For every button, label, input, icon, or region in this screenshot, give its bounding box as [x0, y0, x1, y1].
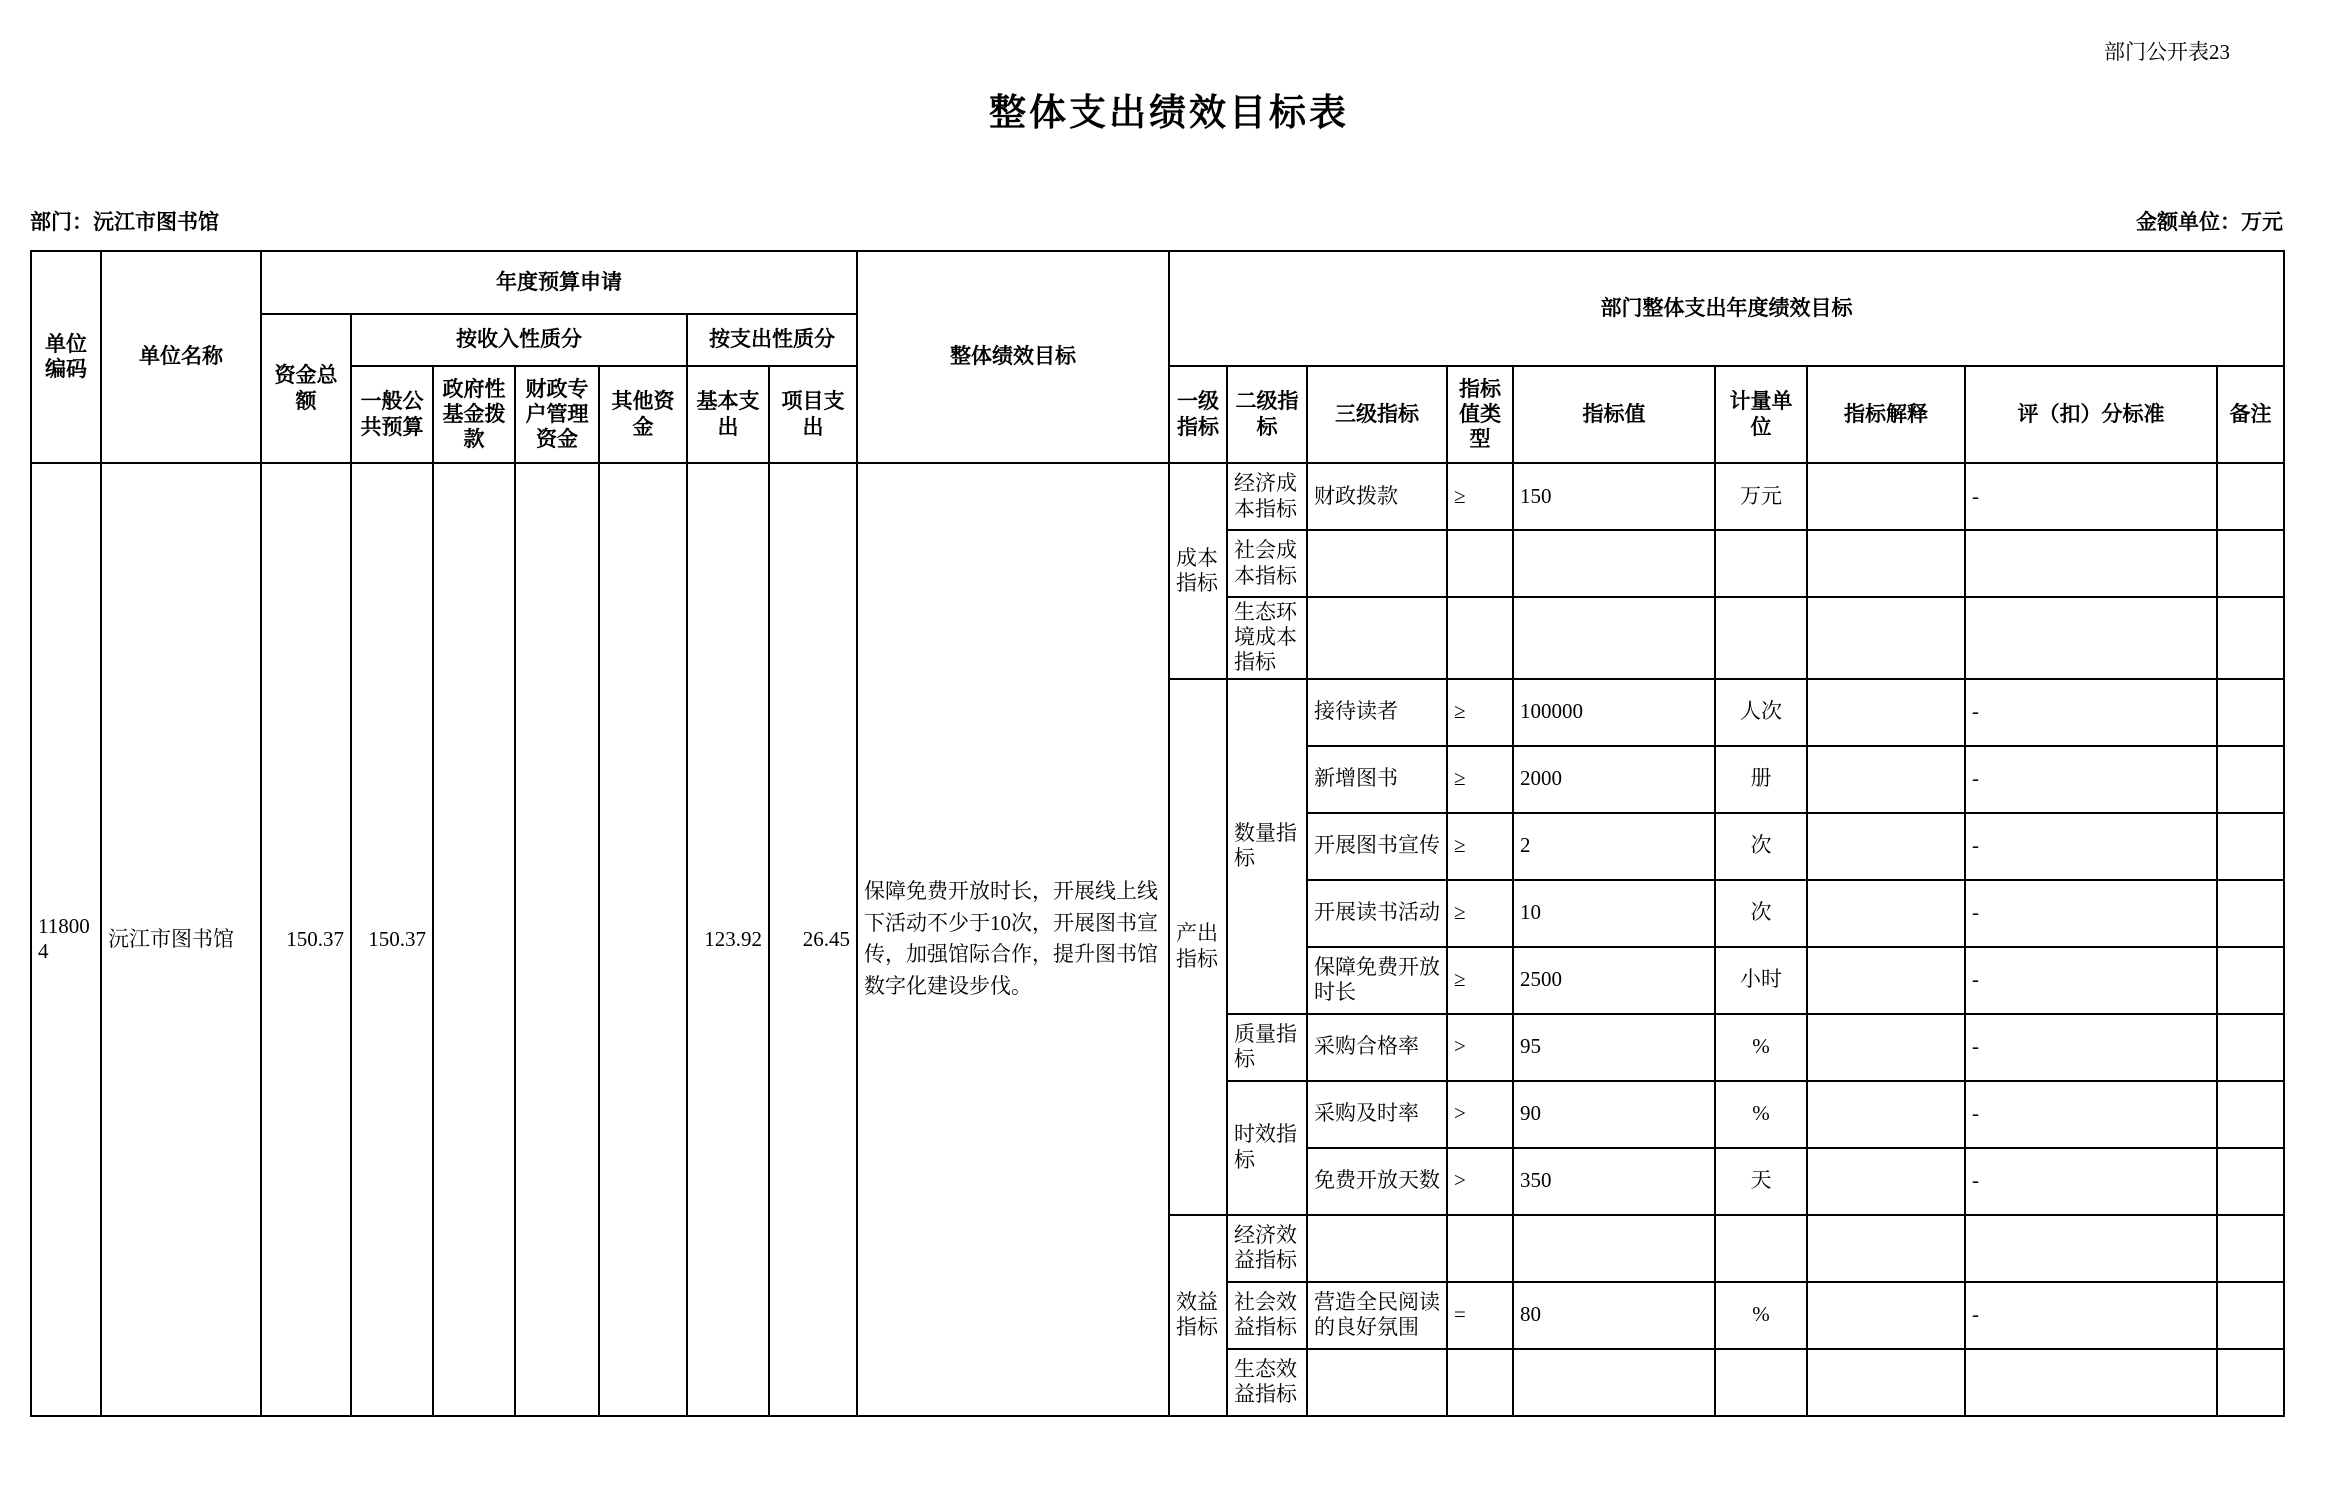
cell-explanation — [1807, 1081, 1965, 1148]
meta-row — [30, 206, 2283, 236]
cell-level2: 生态环境成本指标 — [1227, 597, 1307, 679]
cell-value-type: ≥ — [1447, 880, 1513, 947]
cell-explanation — [1807, 1282, 1965, 1349]
cell-gov-fund-allocation — [433, 463, 515, 1416]
header-annual-budget: 年度预算申请 — [261, 251, 857, 314]
department-label: 部门：沅江市图书馆 — [30, 210, 219, 234]
cell-level3: 采购及时率 — [1307, 1081, 1447, 1148]
cell-value-type: > — [1447, 1081, 1513, 1148]
page-title: 整体支出绩效目标表 — [989, 93, 1349, 134]
cell-unit — [1715, 597, 1807, 679]
cell-level3 — [1307, 530, 1447, 597]
cell-explanation — [1807, 530, 1965, 597]
cell-scoring — [1965, 530, 2217, 597]
cell-explanation — [1807, 463, 1965, 530]
cell-value-type: = — [1447, 1282, 1513, 1349]
cell-overall-target: 保障免费开放时长，开展线上线下活动不少于10次，开展图书宣传，加强馆际合作，提升图书馆数字化建设步伐。 — [857, 463, 1169, 1416]
cell-scoring: - — [1965, 679, 2217, 746]
corner-label: 部门公开表23 — [2104, 40, 2230, 64]
header-basic-expenditure: 基本支出 — [687, 366, 769, 463]
cell-explanation — [1807, 1148, 1965, 1215]
header-level2: 二级指标 — [1227, 366, 1307, 463]
cell-value — [1513, 597, 1715, 679]
cell-remark — [2217, 463, 2284, 530]
cell-value-type: ≥ — [1447, 813, 1513, 880]
header-value-type: 指标值类型 — [1447, 366, 1513, 463]
cell-level2: 时效指标 — [1227, 1081, 1307, 1215]
cell-remark — [2217, 679, 2284, 746]
cell-explanation — [1807, 813, 1965, 880]
cell-fiscal-account-funds — [515, 463, 599, 1416]
header-explanation: 指标解释 — [1807, 366, 1965, 463]
cell-unit-code: 118004 — [31, 463, 101, 1416]
cell-value — [1513, 1349, 1715, 1416]
cell-explanation — [1807, 746, 1965, 813]
group-benefit-indicators: 效益指标 — [1169, 1215, 1227, 1416]
cell-scoring: - — [1965, 1148, 2217, 1215]
cell-scoring: - — [1965, 1282, 2217, 1349]
cell-value: 80 — [1513, 1282, 1715, 1349]
cell-unit-name: 沅江市图书馆 — [101, 463, 261, 1416]
cell-value: 150 — [1513, 463, 1715, 530]
cell-level3: 营造全民阅读的良好氛围 — [1307, 1282, 1447, 1349]
cell-level3: 保障免费开放时长 — [1307, 947, 1447, 1014]
cell-scoring: - — [1965, 463, 2217, 530]
cell-value-type — [1447, 1349, 1513, 1416]
cell-unit — [1715, 1349, 1807, 1416]
cell-remark — [2217, 1282, 2284, 1349]
cell-remark — [2217, 813, 2284, 880]
cell-scoring: - — [1965, 1081, 2217, 1148]
cell-scoring — [1965, 1349, 2217, 1416]
cell-value-type: ≥ — [1447, 679, 1513, 746]
header-level1: 一级指标 — [1169, 366, 1227, 463]
cell-level2: 数量指标 — [1227, 679, 1307, 1014]
cell-unit: 次 — [1715, 813, 1807, 880]
cell-explanation — [1807, 597, 1965, 679]
cell-level3: 新增图书 — [1307, 746, 1447, 813]
cell-level3: 接待读者 — [1307, 679, 1447, 746]
cell-value-type — [1447, 597, 1513, 679]
cell-unit — [1715, 1215, 1807, 1282]
cell-scoring: - — [1965, 947, 2217, 1014]
cell-explanation — [1807, 880, 1965, 947]
cell-scoring: - — [1965, 1014, 2217, 1081]
cell-value-type: ≥ — [1447, 463, 1513, 530]
group-cost-indicators: 成本指标 — [1169, 463, 1227, 679]
cell-value — [1513, 530, 1715, 597]
cell-scoring — [1965, 1215, 2217, 1282]
header-fiscal-account-funds: 财政专户管理资金 — [515, 366, 599, 463]
cell-level3 — [1307, 1215, 1447, 1282]
cell-value: 350 — [1513, 1148, 1715, 1215]
header-unit: 计量单位 — [1715, 366, 1807, 463]
cell-value: 90 — [1513, 1081, 1715, 1148]
cell-scoring: - — [1965, 880, 2217, 947]
cell-value — [1513, 1215, 1715, 1282]
cell-value: 2500 — [1513, 947, 1715, 1014]
cell-unit: 万元 — [1715, 463, 1807, 530]
cell-level2: 社会效益指标 — [1227, 1282, 1307, 1349]
cell-value-type: > — [1447, 1014, 1513, 1081]
cell-remark — [2217, 1215, 2284, 1282]
cell-level3 — [1307, 597, 1447, 679]
header-by-income: 按收入性质分 — [351, 314, 687, 366]
header-unit-name: 单位名称 — [101, 251, 261, 463]
cell-unit: % — [1715, 1282, 1807, 1349]
cell-level3: 财政拨款 — [1307, 463, 1447, 530]
header-other-funds: 其他资金 — [599, 366, 687, 463]
cell-unit — [1715, 530, 1807, 597]
cell-explanation — [1807, 1349, 1965, 1416]
group-output-indicators: 产出指标 — [1169, 679, 1227, 1215]
cell-unit: % — [1715, 1014, 1807, 1081]
cell-total-funds: 150.37 — [261, 463, 351, 1416]
cell-value-type: ≥ — [1447, 947, 1513, 1014]
cell-level2: 社会成本指标 — [1227, 530, 1307, 597]
cell-scoring: - — [1965, 813, 2217, 880]
header-scoring: 评（扣）分标准 — [1965, 366, 2217, 463]
cell-remark — [2217, 1014, 2284, 1081]
cell-explanation — [1807, 947, 1965, 1014]
header-value: 指标值 — [1513, 366, 1715, 463]
cell-unit: 小时 — [1715, 947, 1807, 1014]
header-dept-annual-target: 部门整体支出年度绩效目标 — [1169, 251, 2284, 366]
cell-value: 10 — [1513, 880, 1715, 947]
cell-value: 2 — [1513, 813, 1715, 880]
cell-unit: 人次 — [1715, 679, 1807, 746]
header-overall-target: 整体绩效目标 — [857, 251, 1169, 463]
cell-remark — [2217, 746, 2284, 813]
indicator-row — [31, 463, 2284, 530]
cell-level3 — [1307, 1349, 1447, 1416]
header-gov-fund-allocation: 政府性基金拨款 — [433, 366, 515, 463]
cell-level3: 开展图书宣传 — [1307, 813, 1447, 880]
cell-unit: 册 — [1715, 746, 1807, 813]
cell-remark — [2217, 530, 2284, 597]
cell-remark — [2217, 1081, 2284, 1148]
cell-value-type: > — [1447, 1148, 1513, 1215]
cell-remark — [2217, 597, 2284, 679]
cell-scoring — [1965, 597, 2217, 679]
cell-value-type — [1447, 1215, 1513, 1282]
cell-value: 100000 — [1513, 679, 1715, 746]
cell-level3: 采购合格率 — [1307, 1014, 1447, 1081]
header-by-expenditure: 按支出性质分 — [687, 314, 857, 366]
cell-level2: 经济成本指标 — [1227, 463, 1307, 530]
header-total-funds: 资金总额 — [261, 314, 351, 463]
header-level3: 三级指标 — [1307, 366, 1447, 463]
cell-level2: 经济效益指标 — [1227, 1215, 1307, 1282]
cell-remark — [2217, 947, 2284, 1014]
cell-remark — [2217, 1349, 2284, 1416]
cell-level2: 质量指标 — [1227, 1014, 1307, 1081]
cell-unit: % — [1715, 1081, 1807, 1148]
performance-target-table — [30, 250, 2285, 1417]
amount-unit-label: 金额单位：万元 — [2136, 210, 2283, 234]
cell-explanation — [1807, 679, 1965, 746]
cell-value-type: ≥ — [1447, 746, 1513, 813]
cell-remark — [2217, 1148, 2284, 1215]
header-unit-code: 单位编码 — [31, 251, 101, 463]
cell-basic-expenditure: 123.92 — [687, 463, 769, 1416]
cell-level2: 生态效益指标 — [1227, 1349, 1307, 1416]
cell-project-expenditure: 26.45 — [769, 463, 857, 1416]
header-project-expenditure: 项目支出 — [769, 366, 857, 463]
cell-value: 2000 — [1513, 746, 1715, 813]
cell-explanation — [1807, 1014, 1965, 1081]
cell-scoring: - — [1965, 746, 2217, 813]
cell-unit: 次 — [1715, 880, 1807, 947]
header-row-1 — [31, 251, 2284, 314]
cell-other-funds — [599, 463, 687, 1416]
cell-value-type — [1447, 530, 1513, 597]
cell-explanation — [1807, 1215, 1965, 1282]
header-remark: 备注 — [2217, 366, 2284, 463]
cell-general-public-budget: 150.37 — [351, 463, 433, 1416]
cell-level3: 开展读书活动 — [1307, 880, 1447, 947]
cell-value: 95 — [1513, 1014, 1715, 1081]
header-general-public-budget: 一般公共预算 — [351, 366, 433, 463]
cell-remark — [2217, 880, 2284, 947]
cell-unit: 天 — [1715, 1148, 1807, 1215]
cell-level3: 免费开放天数 — [1307, 1148, 1447, 1215]
